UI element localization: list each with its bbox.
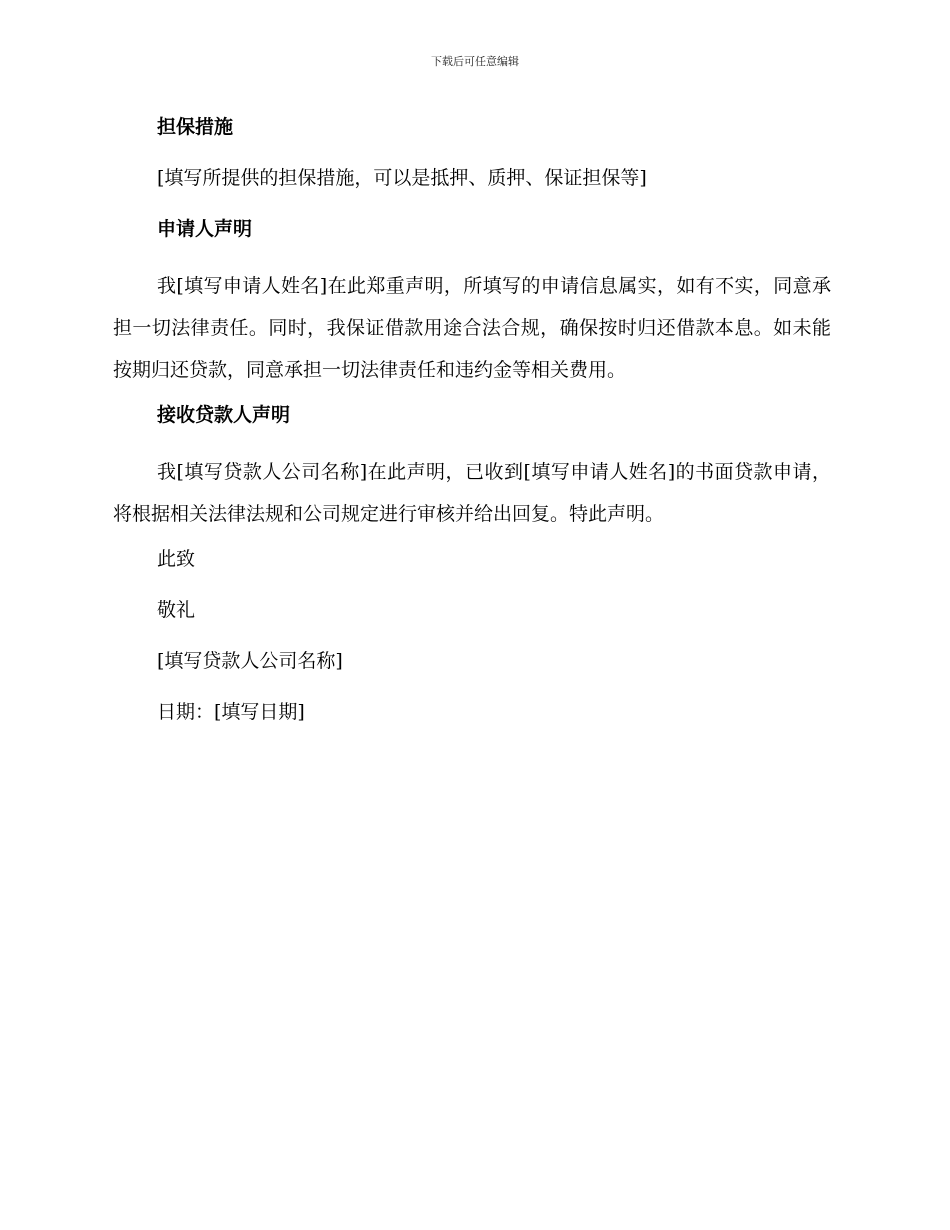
closing-regards: 敬礼	[157, 599, 196, 621]
closing-salutation: 此致	[157, 548, 196, 570]
date-label: 日期：	[157, 701, 215, 723]
section-title-guarantee: 担保措施	[157, 116, 234, 138]
lender-statement-body: 我[填写贷款人公司名称]在此声明，已收到[填写申请人姓名]的书面贷款申请，将根据相关法律法规和公司规定进行审核并给出回复。特此声明。	[113, 461, 831, 525]
applicant-statement-body: 我[填写申请人姓名]在此郑重声明，所填写的申请信息属实，如有不实，同意承担一切法律责任。同时，我保证借款用途合法合规，确保按时归还借款本息。如未能按期归还贷款，同意承担一切法律责任和违约金等相关费用。	[113, 275, 831, 381]
signature-date	[113, 697, 831, 727]
date-value: [填写日期]	[214, 701, 305, 723]
section-title-applicant-statement: 申请人声明	[157, 218, 253, 240]
signature-company: [填写贷款人公司名称]	[157, 650, 343, 672]
section-title-lender-statement: 接收贷款人声明	[157, 404, 291, 426]
guarantee-body: [填写所提供的担保措施，可以是抵押、质押、保证担保等]	[157, 167, 647, 189]
document-body	[113, 112, 831, 748]
page-header-note: 下载后可任意编辑	[431, 55, 519, 68]
